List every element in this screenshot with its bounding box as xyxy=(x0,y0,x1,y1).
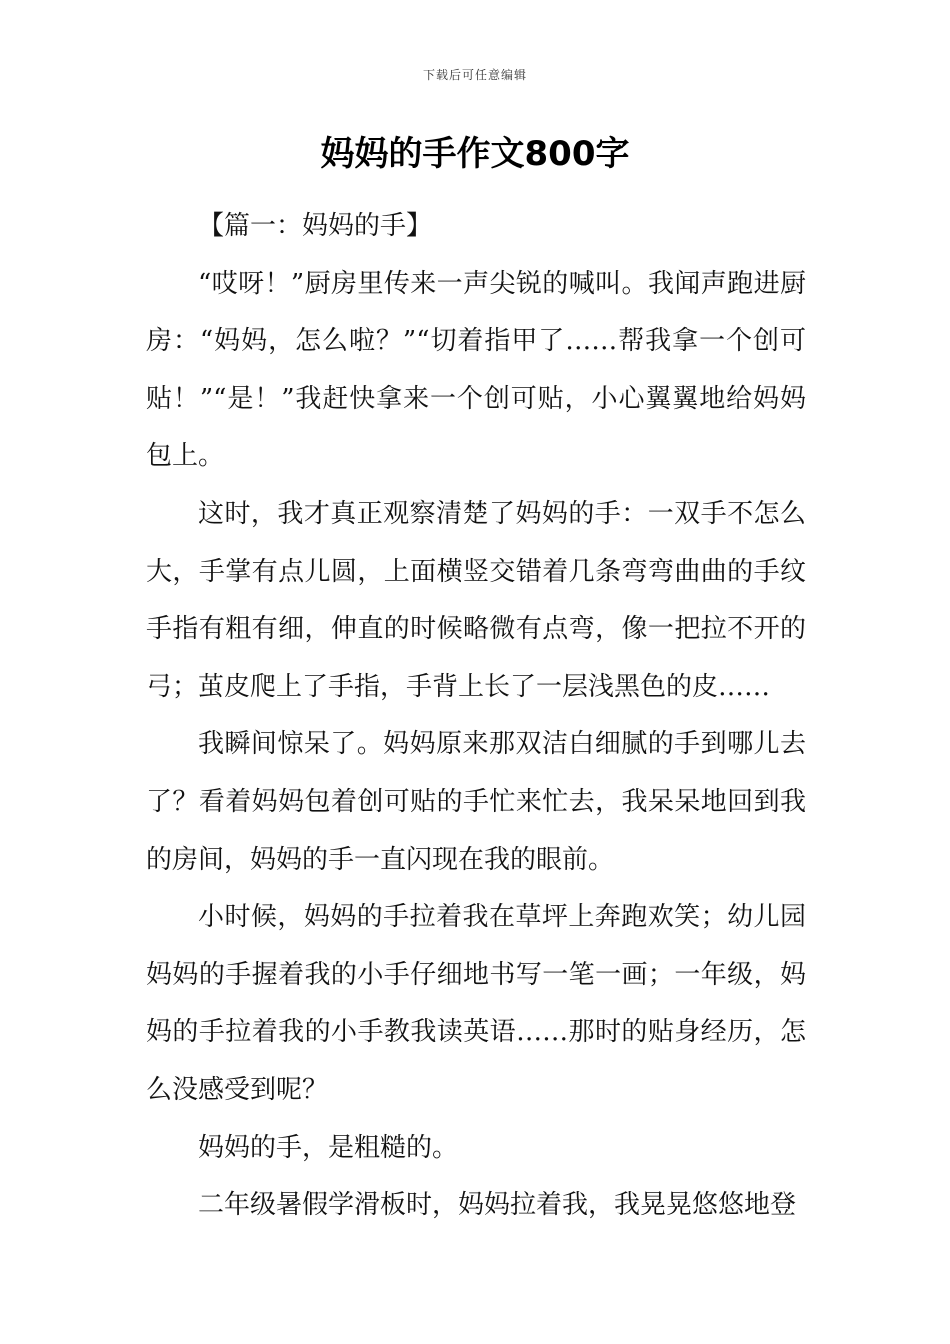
paragraph-6: 二年级暑假学滑板时，妈妈拉着我，我晃晃悠悠地登 xyxy=(198,1190,797,1221)
paragraph-2: 这时，我才真正观察清楚了妈妈的手：一双手不怎么大，手掌有点儿圆，上面横竖交错着几条弯弯曲曲的手纹手指有粗有细，伸直的时候略微有点弯，像一把拉不开的弓；茧皮爬上了手指，手背上长了一层浅黑色的皮…… xyxy=(146,498,806,702)
section-heading: 【篇一：妈妈的手】 xyxy=(198,211,433,241)
paragraph-3: 我瞬间惊呆了。妈妈原来那双洁白细腻的手到哪儿去了？看着妈妈包着创可贴的手忙来忙去，我呆呆地回到我的房间，妈妈的手一直闪现在我的眼前。 xyxy=(146,729,806,875)
document-body xyxy=(146,198,806,1235)
paragraph-5: 妈妈的手，是粗糙的。 xyxy=(198,1132,459,1163)
document-title: 妈妈的手作文800字 xyxy=(320,134,630,174)
paragraph-1: “哎呀！”厨房里传来一声尖锐的喊叫。我闻声跑进厨房：“妈妈，怎么啦？”“切着指甲了……帮我拿一个创可贴！”“是！”我赶快拿来一个创可贴，小心翼翼地给妈妈包上。 xyxy=(146,268,806,472)
header-note: 下载后可任意编辑 xyxy=(422,68,527,82)
paragraph-4: 小时候，妈妈的手拉着我在草坪上奔跑欢笑；幼儿园妈妈的手握着我的小手仔细地书写一笔一画；一年级，妈妈的手拉着我的小手教我读英语……那时的贴身经历，怎么没感受到呢？ xyxy=(146,902,806,1105)
